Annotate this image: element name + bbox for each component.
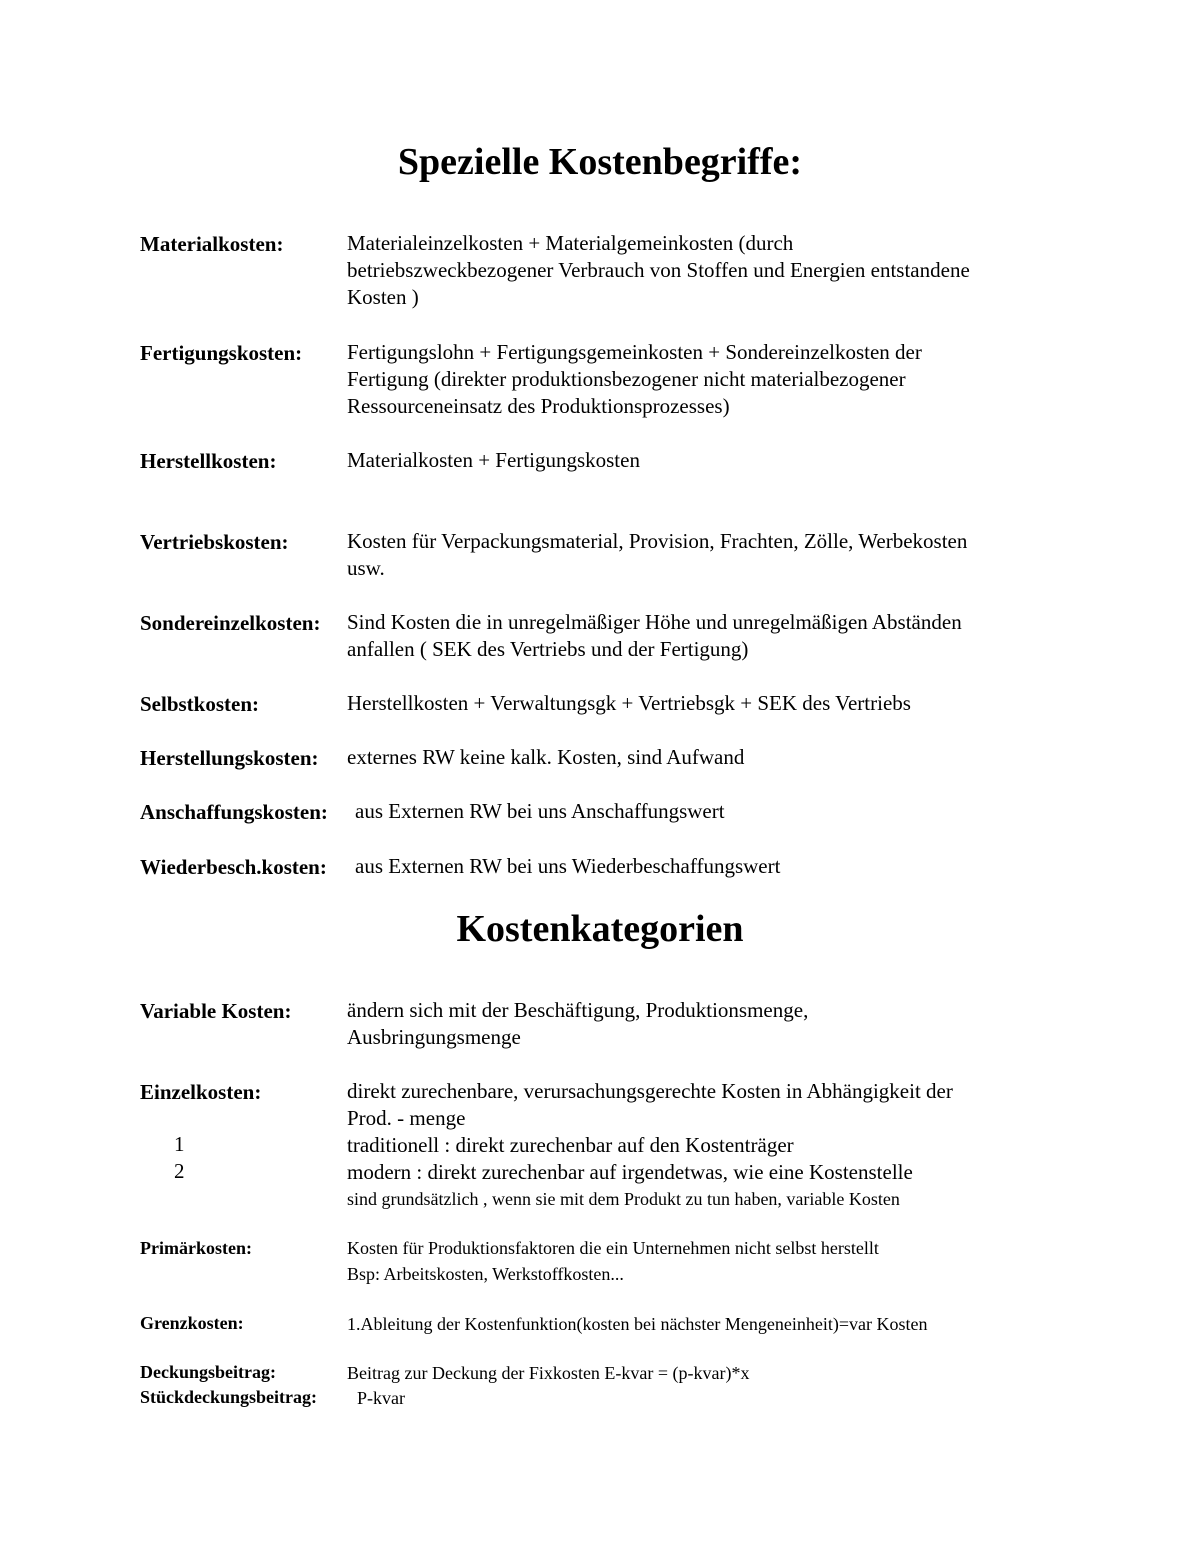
definition-herstellungskosten: [347, 744, 744, 771]
definition-variable-kosten: [347, 997, 808, 1051]
definition-line: Kosten für Verpackungsmaterial, Provision, Frachten, Zölle, Werbekosten: [347, 529, 968, 553]
definition-line: Materialkosten + Fertigungskosten: [347, 448, 640, 472]
definition-grenzkosten: 1.Ableitung der Kostenfunktion(kosten bei nächster Mengeneinheit)=var Kosten: [347, 1314, 928, 1334]
definition-line: Herstellkosten + Verwaltungsgk + Vertriebsgk + SEK des Vertriebs: [347, 691, 911, 715]
term-herstellungskosten: Herstellungskosten:: [140, 746, 319, 770]
definition-line: Fertigungslohn + Fertigungsgemeinkosten + Sondereinzelkosten der: [347, 340, 922, 364]
definition-stueckdeckungsbeitrag: P-kvar: [357, 1388, 405, 1408]
definition-line: ändern sich mit der Beschäftigung, Produktionsmenge,: [347, 998, 809, 1022]
definition-line: usw.: [347, 556, 385, 580]
term-deckungsbeitrag: Deckungsbeitrag:: [140, 1362, 276, 1382]
term-selbstkosten: Selbstkosten:: [140, 692, 260, 716]
definition-primaerkosten: [347, 1235, 879, 1287]
definition-line: Kosten für Produktionsfaktoren die ein Unternehmen nicht selbst herstellt: [347, 1238, 879, 1258]
definition-line: Materialeinzelkosten + Materialgemeinkosten (durch: [347, 231, 794, 255]
definition-herstellkosten: [347, 447, 640, 474]
list-item-number: 1: [174, 1132, 185, 1156]
list-item-number: 2: [174, 1159, 185, 1183]
term-einzelkosten: Einzelkosten:: [140, 1080, 262, 1104]
definition-line: aus Externen RW bei uns Anschaffungswert: [355, 799, 725, 823]
term-grenzkosten: Grenzkosten:: [140, 1313, 244, 1333]
definition-line: externes RW keine kalk. Kosten, sind Aufwand: [347, 745, 745, 769]
term-herstellkosten: Herstellkosten:: [140, 449, 277, 473]
definition-wiederbeschaffungskosten: [355, 853, 780, 880]
term-materialkosten: Materialkosten:: [140, 232, 284, 256]
definition-line: betriebszweckbezogener Verbrauch von Stoffen und Energien entstandene: [347, 258, 970, 282]
definition-fertigungskosten: [347, 339, 922, 420]
list-item-text: modern : direkt zurechenbar auf irgendetwas, wie eine Kostenstelle: [347, 1160, 913, 1184]
term-anschaffungskosten: Anschaffungskosten:: [140, 800, 328, 824]
definition-line: Prod. - menge: [347, 1106, 466, 1130]
definition-line: Ausbringungsmenge: [347, 1025, 521, 1049]
term-stueckdeckungsbeitrag: Stückdeckungsbeitrag:: [140, 1387, 318, 1407]
definition-sondereinzelkosten: [347, 609, 962, 663]
term-vertriebskosten: Vertriebskosten:: [140, 530, 289, 554]
definition-note: sind grundsätzlich , wenn sie mit dem Produkt zu tun haben, variable Kosten: [347, 1189, 900, 1209]
term-variable-kosten: Variable Kosten:: [140, 999, 292, 1023]
definition-line: Sind Kosten die in unregelmäßiger Höhe und unregelmäßigen Abständen: [347, 610, 962, 634]
definition-deckungsbeitrag: Beitrag zur Deckung der Fixkosten E-kvar = (p-kvar)*x: [347, 1363, 750, 1383]
list-item-text: traditionell : direkt zurechenbar auf den Kostenträger: [347, 1133, 794, 1157]
definition-materialkosten: [347, 230, 970, 311]
term-wiederbeschaffungskosten: Wiederbesch.kosten:: [140, 855, 327, 879]
definition-line: direkt zurechenbare, verursachungsgerechte Kosten in Abhängigkeit der: [347, 1079, 953, 1103]
term-primaerkosten: Primärkosten:: [140, 1238, 252, 1258]
definition-line: Kosten ): [347, 285, 419, 309]
definition-einzelkosten: [347, 1078, 953, 1213]
definition-anschaffungskosten: [355, 798, 725, 825]
term-sondereinzelkosten: Sondereinzelkosten:: [140, 611, 321, 635]
page-title: Spezielle Kostenbegriffe:: [397, 141, 803, 183]
section-title: Kostenkategorien: [456, 908, 744, 950]
definition-line: Ressourceneinsatz des Produktionsprozesses): [347, 394, 730, 418]
definition-line: anfallen ( SEK des Vertriebs und der Fertigung): [347, 637, 749, 661]
definition-vertriebskosten: [347, 528, 967, 582]
definition-line: Bsp: Arbeitskosten, Werkstoffkosten...: [347, 1264, 624, 1284]
term-fertigungskosten: Fertigungskosten:: [140, 341, 303, 365]
definition-selbstkosten: [347, 690, 911, 717]
definition-line: Fertigung (direkter produktionsbezogener nicht materialbezogener: [347, 367, 906, 391]
definition-line: aus Externen RW bei uns Wiederbeschaffungswert: [355, 854, 781, 878]
